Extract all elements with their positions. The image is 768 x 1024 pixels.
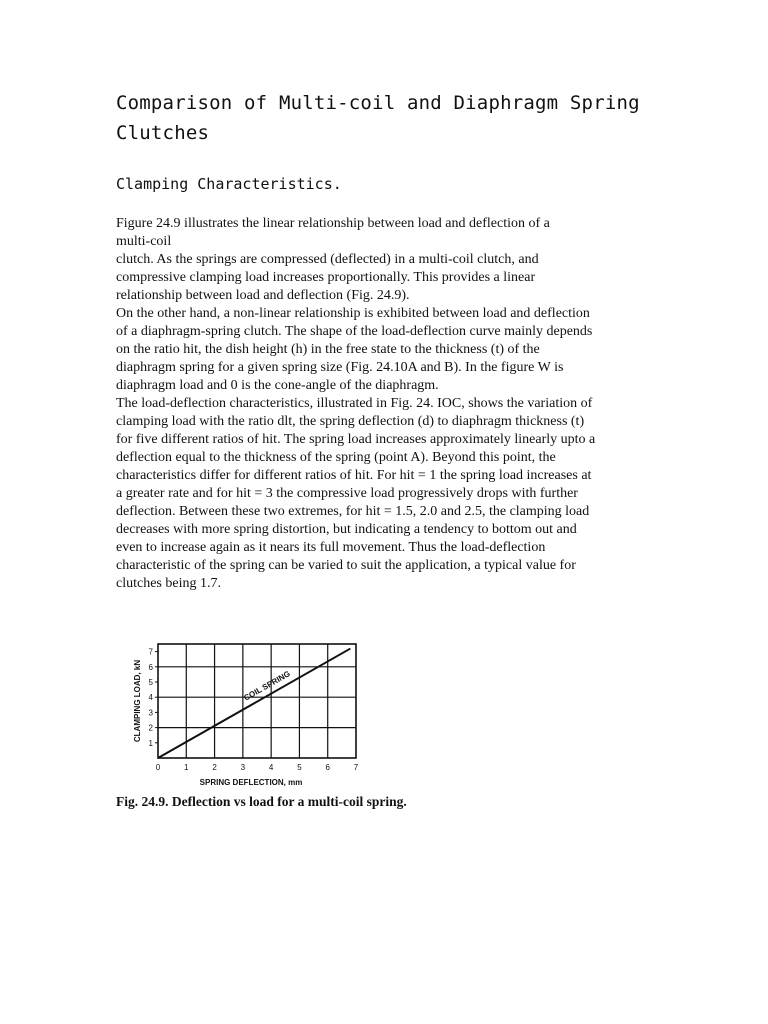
x-tick-label: 1 xyxy=(184,763,189,772)
document-page xyxy=(116,88,656,593)
y-tick-label: 3 xyxy=(148,708,153,718)
body-line: clutches being 1.7. xyxy=(116,576,221,591)
title-line-2: Clutches xyxy=(116,122,210,144)
body-line: diaphragm spring for a given spring size (Fig. 24.10A and B). In the figure W is xyxy=(116,360,564,375)
title-line-1: Comparison of Multi-coil and Diaphragm Spring xyxy=(116,92,640,114)
y-tick-label: 4 xyxy=(148,693,153,703)
y-tick-label: 6 xyxy=(148,662,153,672)
body-line: Figure 24.9 illustrates the linear relationship between load and deflection of a xyxy=(116,216,550,231)
curve-label: COIL SPRING xyxy=(242,669,292,703)
x-tick-label: 2 xyxy=(212,763,217,772)
body-line: for five different ratios of hit. The spring load increases approximately linearly upto a xyxy=(116,432,596,447)
body-line: compressive clamping load increases proportionally. This provides a linear xyxy=(116,270,536,285)
x-tick-label: 4 xyxy=(268,763,274,772)
document-title xyxy=(116,88,656,148)
body-line: clamping load with the ratio dlt, the spring deflection (d) to diaphragm thickness (t) xyxy=(116,414,585,429)
section-heading: Clamping Characteristics. xyxy=(116,175,342,193)
body-line: clutch. As the springs are compressed (deflected) in a multi-coil clutch, and xyxy=(116,252,539,267)
body-line: decreases with more spring distortion, but indicating a tendency to bottom out and xyxy=(116,522,577,537)
body-text xyxy=(116,215,656,593)
body-line: on the ratio hit, the dish height (h) in the free state to the thickness (t) of the xyxy=(116,342,540,357)
y-tick-label: 7 xyxy=(148,647,153,657)
body-line: a greater rate and for hit = 3 the compressive load progressively drops with further xyxy=(116,486,578,501)
x-tick-label: 6 xyxy=(325,763,330,772)
x-tick-label: 5 xyxy=(297,763,302,772)
body-line: characteristics differ for different ratios of hit. For hit = 1 the spring load increases at xyxy=(116,468,592,483)
y-tick-label: 2 xyxy=(148,723,153,733)
body-line: The load-deflection characteristics, illustrated in Fig. 24. IOC, shows the variation of xyxy=(116,396,593,411)
figure-caption: Fig. 24.9. Deflection vs load for a multi-coil spring. xyxy=(116,794,407,809)
x-tick-label: 0 xyxy=(155,763,161,772)
x-tick-label: 3 xyxy=(240,763,246,772)
body-line: On the other hand, a non-linear relationship is exhibited between load and deflection xyxy=(116,306,590,321)
y-tick-label: 1 xyxy=(148,738,153,748)
y-tick-label: 5 xyxy=(148,678,153,687)
body-line: diaphragm load and 0 is the cone-angle of the diaphragm. xyxy=(116,378,439,393)
body-line: relationship between load and deflection (Fig. 24.9). xyxy=(116,288,410,303)
body-line: deflection equal to the thickness of the spring (point A). Beyond this point, the xyxy=(116,450,556,465)
body-line: of a diaphragm-spring clutch. The shape of the load-deflection curve mainly depends xyxy=(116,324,593,339)
figure-coil-spring-chart xyxy=(130,638,370,788)
chart-svg xyxy=(130,638,370,788)
x-tick-label: 7 xyxy=(353,763,359,772)
body-line: multi-coil xyxy=(116,234,172,249)
y-axis-label: CLAMPING LOAD, kN xyxy=(133,659,142,743)
body-line: even to increase again as it nears its full movement. Thus the load-deflection xyxy=(116,540,546,555)
body-line: characteristic of the spring can be varied to suit the application, a typical value for xyxy=(116,558,576,573)
x-axis-label: SPRING DEFLECTION, mm xyxy=(199,778,303,787)
body-line: deflection. Between these two extremes, for hit = 1.5, 2.0 and 2.5, the clamping load xyxy=(116,504,590,519)
